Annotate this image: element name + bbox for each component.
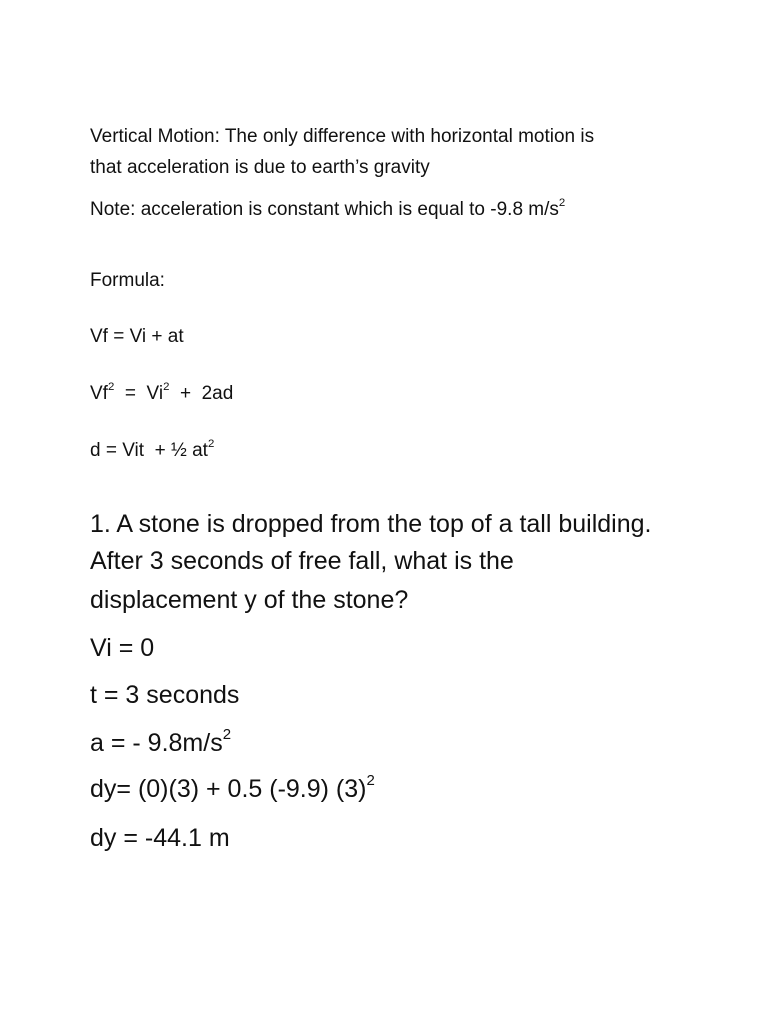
formula-2-part-c: + 2ad [169, 383, 234, 404]
problem-line-1 [90, 508, 651, 540]
formula-3 [90, 439, 214, 463]
given-t-text: t = 3 seconds [90, 681, 240, 709]
dy-equation [90, 773, 375, 805]
problem-line-2 [90, 545, 514, 577]
formula-2-superscript-2: 2 [163, 380, 170, 393]
intro-line-2 [90, 156, 430, 180]
given-a-text: a = - 9.8m/s [90, 729, 223, 757]
intro-line-1-text: Vertical Motion: The only difference with horizontal motion is [90, 126, 595, 147]
intro-line-2-text: that acceleration is due to earth’s gravity [90, 157, 430, 178]
given-vi [90, 632, 154, 664]
problem-line-3 [90, 584, 408, 616]
formula-2 [90, 382, 233, 406]
formula-1 [90, 325, 184, 349]
formula-3-superscript: 2 [207, 437, 215, 450]
note-superscript: 2 [558, 196, 566, 209]
dy-equation-text: dy= (0)(3) + 0.5 (-9.9) (3) [90, 775, 367, 803]
intro-line-1 [90, 125, 594, 149]
problem-line-1-text: 1. A stone is dropped from the top of a tall building. [90, 510, 652, 538]
given-vi-text: Vi = 0 [90, 634, 155, 662]
formula-heading [90, 269, 165, 293]
dy-result-text: dy = -44.1 m [90, 824, 230, 852]
note-text: Note: acceleration is constant which is equal to -9.8 m/s [90, 199, 559, 220]
given-a [90, 727, 231, 759]
formula-heading-text: Formula: [90, 270, 165, 291]
problem-line-3-text: displacement y of the stone? [90, 586, 409, 614]
note-line [90, 198, 565, 222]
dy-result [90, 822, 230, 854]
given-t [90, 679, 239, 711]
formula-1-text: Vf = Vi + at [90, 326, 184, 347]
dy-equation-superscript: 2 [366, 772, 375, 790]
formula-2-superscript-1: 2 [107, 380, 115, 393]
formula-2-part-a: Vf [90, 383, 108, 404]
given-a-superscript: 2 [222, 726, 232, 744]
problem-line-2-text: After 3 seconds of free fall, what is the [90, 547, 514, 575]
formula-2-part-b: = Vi [114, 383, 164, 404]
formula-3-text: d = Vit + ½ at [90, 440, 208, 461]
